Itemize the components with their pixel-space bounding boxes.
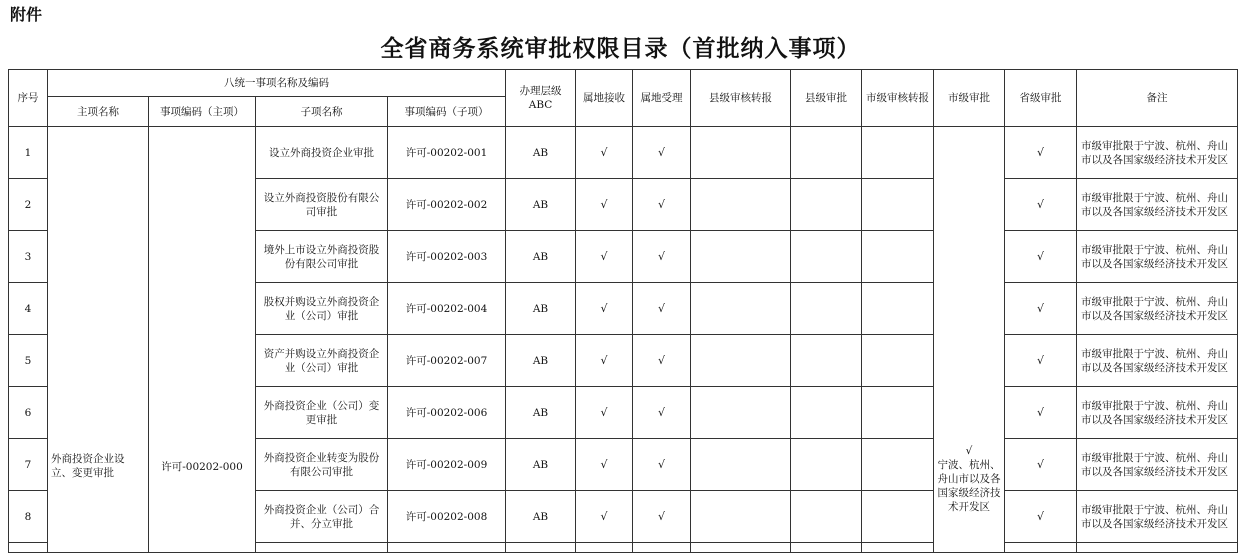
col-header-sub-name: 子项名称 [256, 97, 388, 127]
cell-sub-name: 资产并购设立外商投资企业（公司）审批 [256, 335, 388, 387]
cell-local-accept: √ [633, 335, 691, 387]
cell-local-receive: √ [576, 127, 633, 179]
cell-remark: 市级审批限于宁波、杭州、舟山市以及各国家级经济技术开发区 [1077, 439, 1238, 491]
cell-remark: 市级审批限于宁波、杭州、舟山市以及各国家级经济技术开发区 [1077, 491, 1238, 543]
col-header-city-review-forward: 市级审核转报 [862, 70, 934, 127]
cell-province-approve: √ [1005, 491, 1077, 543]
cell-county-review [691, 127, 791, 179]
cell-county-review [691, 439, 791, 491]
attachment-label: 附件 [10, 5, 43, 24]
cell-level [506, 543, 576, 553]
col-header-group: 八统一事项名称及编码 [48, 70, 506, 97]
col-header-main-code: 事项编码（主项） [149, 97, 256, 127]
table-row [9, 127, 1238, 179]
cell-sub-code: 许可-00202-002 [388, 179, 506, 231]
cell-seq: 5 [9, 335, 48, 387]
cell-local-receive: √ [576, 439, 633, 491]
cell-city-review [862, 127, 934, 179]
cell-city-review [862, 179, 934, 231]
cell-local-accept: √ [633, 283, 691, 335]
cell-sub-code: 许可-00202-004 [388, 283, 506, 335]
cell-local-receive: √ [576, 179, 633, 231]
cell-sub-name: 股权并购设立外商投资企业（公司）审批 [256, 283, 388, 335]
cell-main-name: 外商投资企业设立、变更审批 [48, 127, 149, 553]
col-header-city-approve: 市级审批 [934, 70, 1005, 127]
cell-remark: 市级审批限于宁波、杭州、舟山市以及各国家级经济技术开发区 [1077, 231, 1238, 283]
col-header-local-receive: 属地接收 [576, 70, 633, 127]
col-header-seq: 序号 [9, 70, 48, 127]
cell-province-approve: √ [1005, 387, 1077, 439]
cell-level: AB [506, 127, 576, 179]
cell-level: AB [506, 179, 576, 231]
cell-local-receive: √ [576, 335, 633, 387]
cell-seq: 1 [9, 127, 48, 179]
cell-city-review [862, 335, 934, 387]
cell-county-approve [791, 231, 862, 283]
cell-city-review [862, 283, 934, 335]
cell-sub-code: 许可-00202-003 [388, 231, 506, 283]
cell-level: AB [506, 283, 576, 335]
cell-local-accept [633, 543, 691, 553]
cell-local-accept: √ [633, 179, 691, 231]
cell-remark: 市级审批限于宁波、杭州、舟山市以及各国家级经济技术开发区 [1077, 335, 1238, 387]
cell-province-approve: √ [1005, 127, 1077, 179]
cell-seq: 7 [9, 439, 48, 491]
cell-province-approve: √ [1005, 231, 1077, 283]
cell-province-approve: √ [1005, 335, 1077, 387]
cell-remark: 市级审批限于宁波、杭州、舟山市以及各国家级经济技术开发区 [1077, 127, 1238, 179]
cell-county-approve [791, 127, 862, 179]
col-header-local-accept: 属地受理 [633, 70, 691, 127]
cell-remark: 市级审批限于宁波、杭州、舟山市以及各国家级经济技术开发区 [1077, 387, 1238, 439]
cell-sub-code: 许可-00202-008 [388, 491, 506, 543]
cell-county-approve [791, 179, 862, 231]
cell-city-review [862, 543, 934, 553]
cell-local-receive [576, 543, 633, 553]
cell-local-accept: √ [633, 127, 691, 179]
cell-province-approve: √ [1005, 179, 1077, 231]
cell-level: AB [506, 491, 576, 543]
cell-main-code: 许可-00202-000 [149, 127, 256, 553]
cell-county-approve [791, 439, 862, 491]
cell-local-receive: √ [576, 231, 633, 283]
cell-seq: 6 [9, 387, 48, 439]
cell-sub-name: 外商投资企业（公司）变更审批 [256, 387, 388, 439]
cell-county-review [691, 543, 791, 553]
cell-local-receive: √ [576, 491, 633, 543]
cell-seq: 3 [9, 231, 48, 283]
cell-local-accept: √ [633, 491, 691, 543]
cell-remark: 市级审批限于宁波、杭州、舟山市以及各国家级经济技术开发区 [1077, 179, 1238, 231]
cell-county-approve [791, 491, 862, 543]
cell-sub-name: 外商投资企业（公司）合并、分立审批 [256, 491, 388, 543]
cell-county-review [691, 231, 791, 283]
page-title: 全省商务系统审批权限目录（首批纳入事项） [380, 35, 861, 62]
cell-remark: 市级审批限于宁波、杭州、舟山市以及各国家级经济技术开发区 [1077, 283, 1238, 335]
cell-county-review [691, 491, 791, 543]
cell-seq: 4 [9, 283, 48, 335]
col-header-remark: 备注 [1077, 70, 1238, 127]
cell-sub-name [256, 543, 388, 553]
col-header-county-approve: 县级审批 [791, 70, 862, 127]
cell-province-approve: √ [1005, 439, 1077, 491]
cell-level: AB [506, 387, 576, 439]
cell-sub-code [388, 543, 506, 553]
cell-sub-code: 许可-00202-007 [388, 335, 506, 387]
cell-county-review [691, 179, 791, 231]
cell-province-approve [1005, 543, 1077, 553]
cell-county-approve [791, 387, 862, 439]
cell-local-accept: √ [633, 439, 691, 491]
cell-sub-name: 外商投资企业转变为股份有限公司审批 [256, 439, 388, 491]
col-header-county-review-forward: 县级审核转报 [691, 70, 791, 127]
cell-county-approve [791, 543, 862, 553]
cell-local-receive: √ [576, 387, 633, 439]
cell-seq: 8 [9, 491, 48, 543]
col-header-sub-code: 事项编码（子项） [388, 97, 506, 127]
cell-city-review [862, 387, 934, 439]
cell-city-review [862, 491, 934, 543]
cell-local-receive: √ [576, 283, 633, 335]
cell-county-review [691, 335, 791, 387]
cell-county-approve [791, 335, 862, 387]
cell-sub-name: 境外上市设立外商投资股份有限公司审批 [256, 231, 388, 283]
cell-level: AB [506, 231, 576, 283]
cell-sub-name: 设立外商投资股份有限公司审批 [256, 179, 388, 231]
col-header-level: 办理层级ABC [506, 70, 576, 127]
cell-local-accept: √ [633, 231, 691, 283]
cell-level: AB [506, 439, 576, 491]
col-header-province-approve: 省级审批 [1005, 70, 1077, 127]
cell-level: AB [506, 335, 576, 387]
cell-seq [9, 543, 48, 553]
col-header-main-name: 主项名称 [48, 97, 149, 127]
cell-seq: 2 [9, 179, 48, 231]
cell-local-accept: √ [633, 387, 691, 439]
cell-province-approve: √ [1005, 283, 1077, 335]
cell-city-review [862, 439, 934, 491]
cell-city-review [862, 231, 934, 283]
cell-county-review [691, 387, 791, 439]
cell-sub-code: 许可-00202-001 [388, 127, 506, 179]
cell-county-review [691, 283, 791, 335]
cell-sub-code: 许可-00202-009 [388, 439, 506, 491]
cell-remark [1077, 543, 1238, 553]
cell-sub-code: 许可-00202-006 [388, 387, 506, 439]
cell-county-approve [791, 283, 862, 335]
cell-city-approve: √ 宁波、杭州、舟山市以及各国家级经济技术开发区 [934, 127, 1005, 553]
cell-sub-name: 设立外商投资企业审批 [256, 127, 388, 179]
approval-table [8, 69, 1238, 553]
